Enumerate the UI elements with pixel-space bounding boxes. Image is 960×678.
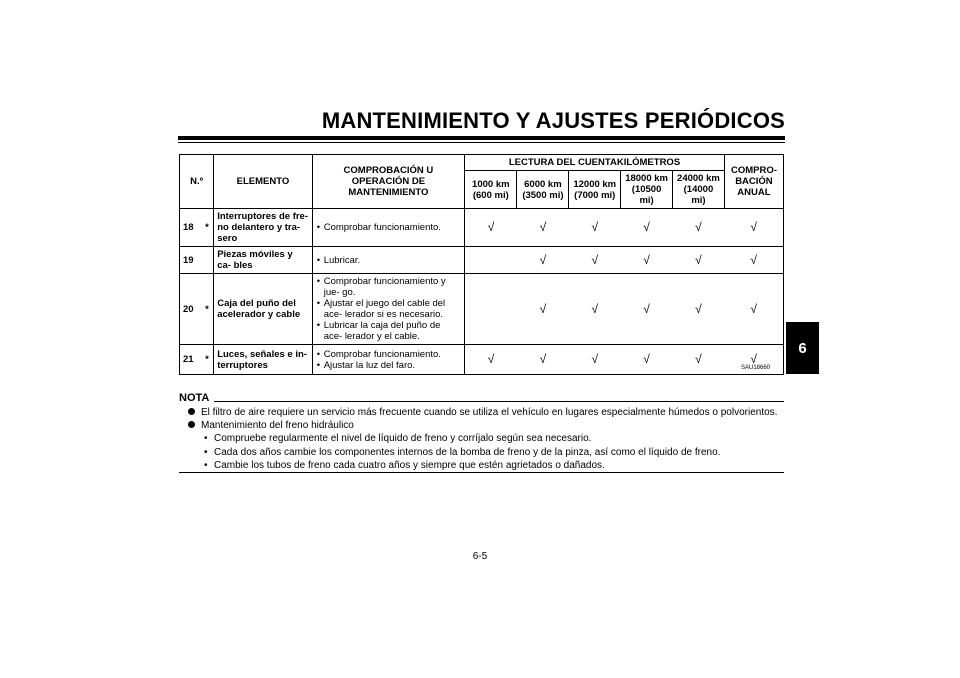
row-element: Interruptores de fre- no delantero y tra- sero	[214, 209, 313, 247]
row-star: *	[201, 274, 214, 345]
row-element: Luces, señales e in- terruptores	[214, 345, 313, 375]
check-cell: √	[621, 274, 673, 345]
nota-item: El filtro de aire requiere un servicio más frecuente cuando se utiliza el vehículo en lugares especialmente húmedos o polvorientos.	[188, 406, 788, 419]
page-title: MANTENIMIENTO Y AJUSTES PERIÓDICOS	[321, 108, 785, 133]
nota-rule	[214, 401, 784, 402]
bullet-icon	[188, 408, 195, 415]
odometer-col: 24000 km (14000 mi)	[673, 171, 725, 209]
row-ops: • Lubricar.	[312, 247, 464, 274]
row-star: *	[201, 345, 214, 375]
check-cell: √	[724, 247, 783, 274]
header-no: N.º	[180, 155, 214, 209]
header-annual: COMPRO- BACIÓN ANUAL	[724, 155, 783, 209]
nota-bottom-rule	[179, 472, 784, 473]
check-cell: √	[621, 209, 673, 247]
chapter-tab: 6	[786, 322, 819, 374]
nota-body	[188, 406, 788, 472]
check-cell: √	[465, 345, 517, 375]
table-header-row	[180, 155, 784, 171]
check-cell: √	[465, 209, 517, 247]
check-cell: √	[621, 345, 673, 375]
header-check: COMPROBACIÓN U OPERACIÓN DE MANTENIMIENTO	[312, 155, 464, 209]
check-cell: √	[517, 209, 569, 247]
nota-label: NOTA	[179, 392, 210, 404]
row-number: 18	[180, 209, 201, 247]
nota-subitem: • Cada dos años cambie los componentes internos de la bomba de freno y de la pinza, así como el líquido de freno.	[204, 446, 721, 458]
odometer-col: 12000 km (7000 mi)	[569, 171, 621, 209]
table-row	[180, 247, 784, 274]
check-cell: √	[621, 247, 673, 274]
check-cell: √	[673, 274, 725, 345]
check-cell	[465, 274, 517, 345]
row-number: 21	[180, 345, 201, 375]
nota-item: Mantenimiento del freno hidráulico	[188, 419, 788, 432]
row-element: Caja del puño del acelerador y cable	[214, 274, 313, 345]
row-ops: • Comprobar funcionamiento.	[312, 209, 464, 247]
check-cell: √	[517, 247, 569, 274]
table-row	[180, 209, 784, 247]
header-odometer: LECTURA DEL CUENTAKILÓMETROS	[465, 155, 725, 171]
check-cell	[465, 247, 517, 274]
row-star: *	[201, 209, 214, 247]
row-star	[201, 247, 214, 274]
page-number: 6-5	[472, 551, 488, 562]
table-row	[180, 274, 784, 345]
odometer-col: 18000 km (10500 mi)	[621, 171, 673, 209]
check-cell: √	[569, 247, 621, 274]
odometer-col: 6000 km (3500 mi)	[517, 171, 569, 209]
title-rule-thick	[178, 136, 785, 140]
odometer-col: 1000 km (600 mi)	[465, 171, 517, 209]
bullet-icon	[188, 421, 195, 428]
check-cell: √	[569, 345, 621, 375]
title-rule-thin	[178, 142, 785, 143]
check-cell: √	[569, 209, 621, 247]
check-cell: √	[673, 345, 725, 375]
check-cell: √	[673, 247, 725, 274]
row-number: 19	[180, 247, 201, 274]
check-cell: √	[724, 209, 783, 247]
check-cell: √	[517, 274, 569, 345]
maintenance-table	[179, 154, 784, 375]
check-cell: √	[569, 274, 621, 345]
nota-subitem: • Compruebe regularmente el nivel de líquido de freno y corríjalo según sea necesario.	[204, 433, 592, 445]
check-cell: √	[724, 274, 783, 345]
row-ops: • Comprobar funcionamiento. • Ajustar la luz del faro.	[312, 345, 464, 375]
row-element: Piezas móviles y ca- bles	[214, 247, 313, 274]
document-code: SAU18660	[741, 365, 771, 371]
nota-subitem: • Cambie los tubos de freno cada cuatro años y siempre que estén agrietados o dañados.	[204, 459, 605, 471]
header-element: ELEMENTO	[214, 155, 313, 209]
row-number: 20	[180, 274, 201, 345]
check-cell: √	[724, 345, 783, 375]
check-cell: √	[517, 345, 569, 375]
table-row	[180, 345, 784, 375]
row-ops: • Comprobar funcionamiento y jue- go. • Ajustar el juego del cable del ace- lerador si es necesario. • Lubricar la caja del puño de ace- lerador y el cable.	[312, 274, 464, 345]
check-cell: √	[673, 209, 725, 247]
